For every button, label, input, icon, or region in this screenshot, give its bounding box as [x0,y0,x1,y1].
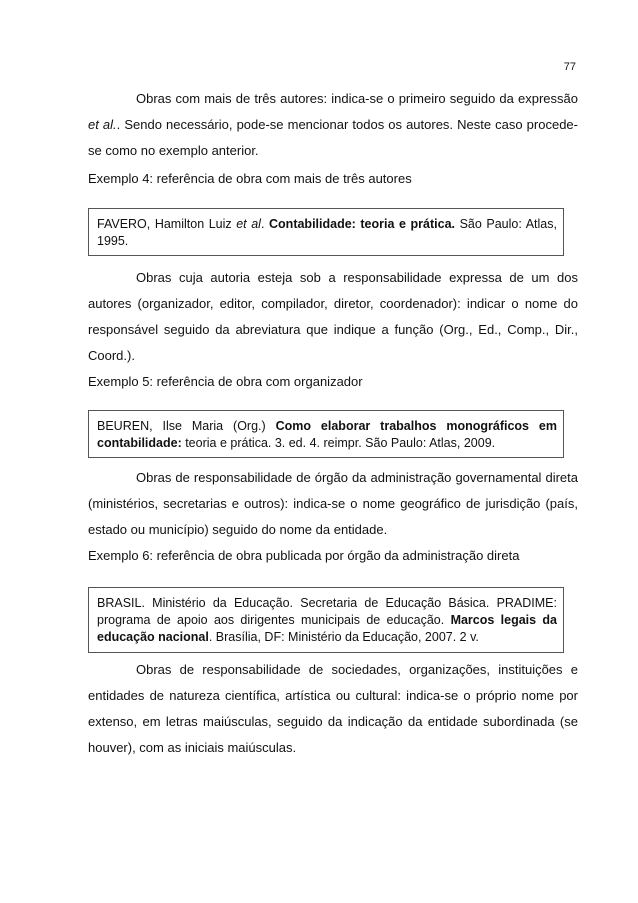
ref-rest: São Paulo: Atlas, 1995. [97,217,557,248]
paragraph-responsible-author: Obras cuja autoria esteja sob a responsabilidade expressa de um dos autores (organizador, editor, compilador, diretor, coordenador): indicar o nome do responsável seguido da abreviatura que indique a função (Org., Ed., Comp., Dir., Coord.). [88,270,578,363]
ref-rest: . Brasília, DF: Ministério da Educação, 2007. 2 v. [208,630,479,644]
ref-title: Contabilidade: teoria e prática. [269,217,455,231]
ref-title: Marcos legais da educação nacional [97,613,557,644]
example-6-reference-box [88,587,564,653]
ref-dot: . [260,217,270,231]
example-5-reference-box [88,410,564,458]
paragraph-government-body: Obras de responsabilidade de órgão da administração governamental direta (ministérios, secretarias e outros): indica-se o nome geográfico de jurisdição (país, estado ou município) seguido do nome da entidade. [88,470,578,537]
ref-et-al: et al [236,217,261,231]
ref-author: FAVERO, Hamilton Luiz [97,217,237,231]
paragraph-societies-organizations: Obras de responsabilidade de sociedades, organizações, instituições e entidades de natureza científica, artística ou cultural: indica-se o próprio nome por extenso, em letras maiúsculas, seguido da indicação da entidade subordinada (se houver), com as iniciais maiúsculas. [88,662,578,755]
et-al-term: et al. [88,117,117,132]
example-6-label: Exemplo 6: referência de obra publicada por órgão da administração direta [88,548,520,563]
paragraph-lead: Obras com mais de três autores: indica-se o primeiro seguido da expressão [136,91,578,106]
ref-title: Como elaborar trabalhos monográficos em contabilidade: [97,419,557,450]
ref-author: BRASIL. Ministério da Educação. Secretaria de Educação Básica. PRADIME: programa de apoio aos dirigentes municipais de educação. [97,596,557,627]
example-4-label: Exemplo 4: referência de obra com mais de três autores [88,171,412,186]
page-number: 77 [563,61,576,73]
example-4-reference-box [88,208,564,256]
paragraph-more-than-three-authors [88,86,578,164]
ref-rest: teoria e prática. 3. ed. 4. reimpr. São Paulo: Atlas, 2009. [181,436,496,450]
paragraph-rest: . Sendo necessário, pode-se mencionar todos os autores. Neste caso procede-se como no exemplo anterior. [88,117,578,158]
ref-author: BEUREN, Ilse Maria (Org.) [97,419,276,433]
example-5-label: Exemplo 5: referência de obra com organizador [88,374,363,389]
